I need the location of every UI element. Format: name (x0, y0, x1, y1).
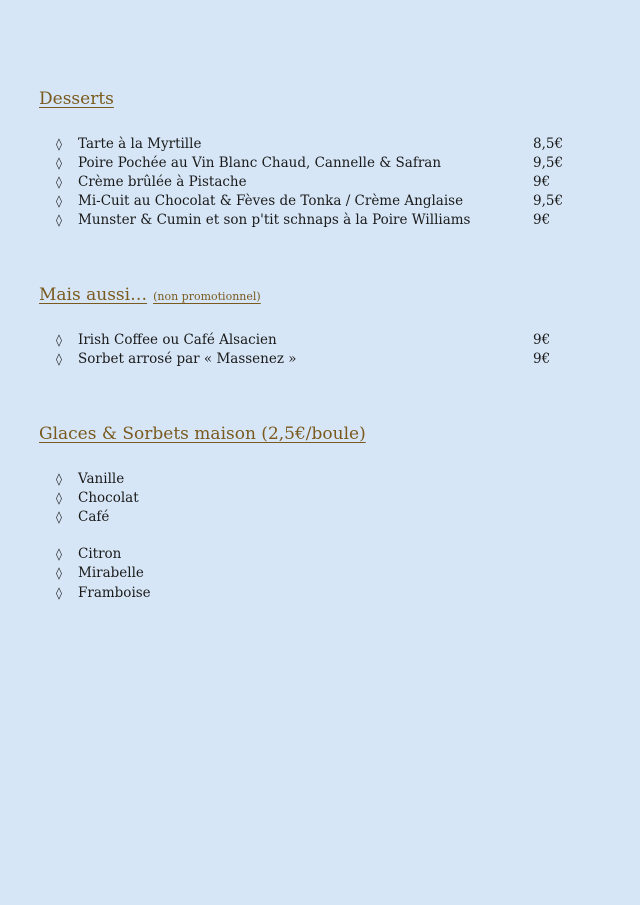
diamond-bullet-icon: ◊ (56, 510, 62, 524)
diamond-bullet-icon: ◊ (56, 194, 62, 208)
mais-aussi-note: (non promotionnel) (153, 290, 261, 303)
dessert-name: Poire Pochée au Vin Blanc Chaud, Cannelle & Safran (78, 155, 442, 171)
dessert-price: 9,5€ (533, 155, 564, 171)
dessert-item (56, 154, 586, 173)
mais-aussi-price: 9€ (533, 351, 551, 367)
dessert-item (56, 192, 586, 211)
sorbet-name: Mirabelle (78, 565, 144, 581)
dessert-price: 8,5€ (533, 136, 564, 152)
mais-aussi-name: Irish Coffee ou Café Alsacien (78, 332, 277, 348)
sorbet-name: Framboise (78, 585, 151, 601)
diamond-bullet-icon: ◊ (56, 352, 62, 366)
mais-aussi-price: 9€ (533, 332, 551, 348)
glace-item (56, 470, 586, 489)
dessert-name: Crème brûlée à Pistache (78, 174, 247, 190)
sorbet-item (56, 545, 586, 564)
mais-aussi-title: Mais aussi… (39, 285, 148, 305)
dessert-price: 9€ (533, 174, 551, 190)
glace-name: Café (78, 509, 110, 525)
dessert-item (56, 135, 586, 154)
diamond-bullet-icon: ◊ (56, 213, 62, 227)
sorbet-name: Citron (78, 546, 122, 562)
diamond-bullet-icon: ◊ (56, 175, 62, 189)
glace-item (56, 508, 586, 527)
diamond-bullet-icon: ◊ (56, 491, 62, 505)
mais-aussi-item (56, 331, 586, 350)
dessert-name: Tarte à la Myrtille (78, 136, 202, 152)
glace-item (56, 489, 586, 508)
diamond-bullet-icon: ◊ (56, 547, 62, 561)
glaces-heading: Glaces & Sorbets maison (2,5€/boule) (39, 424, 366, 444)
mais-aussi-item (56, 350, 586, 369)
diamond-bullet-icon: ◊ (56, 156, 62, 170)
glace-name: Chocolat (78, 490, 139, 506)
glace-name: Vanille (78, 471, 125, 487)
mais-aussi-heading (39, 285, 261, 305)
sorbet-item (56, 584, 586, 603)
dessert-item (56, 211, 586, 230)
dessert-price: 9,5€ (533, 193, 564, 209)
diamond-bullet-icon: ◊ (56, 566, 62, 580)
diamond-bullet-icon: ◊ (56, 586, 62, 600)
mais-aussi-name: Sorbet arrosé par « Massenez » (78, 351, 297, 367)
sorbet-item (56, 564, 586, 583)
desserts-heading: Desserts (39, 89, 114, 109)
dessert-price: 9€ (533, 212, 551, 228)
diamond-bullet-icon: ◊ (56, 472, 62, 486)
dessert-name: Mi-Cuit au Chocolat & Fèves de Tonka / Crème Anglaise (78, 193, 464, 209)
diamond-bullet-icon: ◊ (56, 137, 62, 151)
dessert-name: Munster & Cumin et son p'tit schnaps à la Poire Williams (78, 212, 471, 228)
diamond-bullet-icon: ◊ (56, 333, 62, 347)
dessert-item (56, 173, 586, 192)
